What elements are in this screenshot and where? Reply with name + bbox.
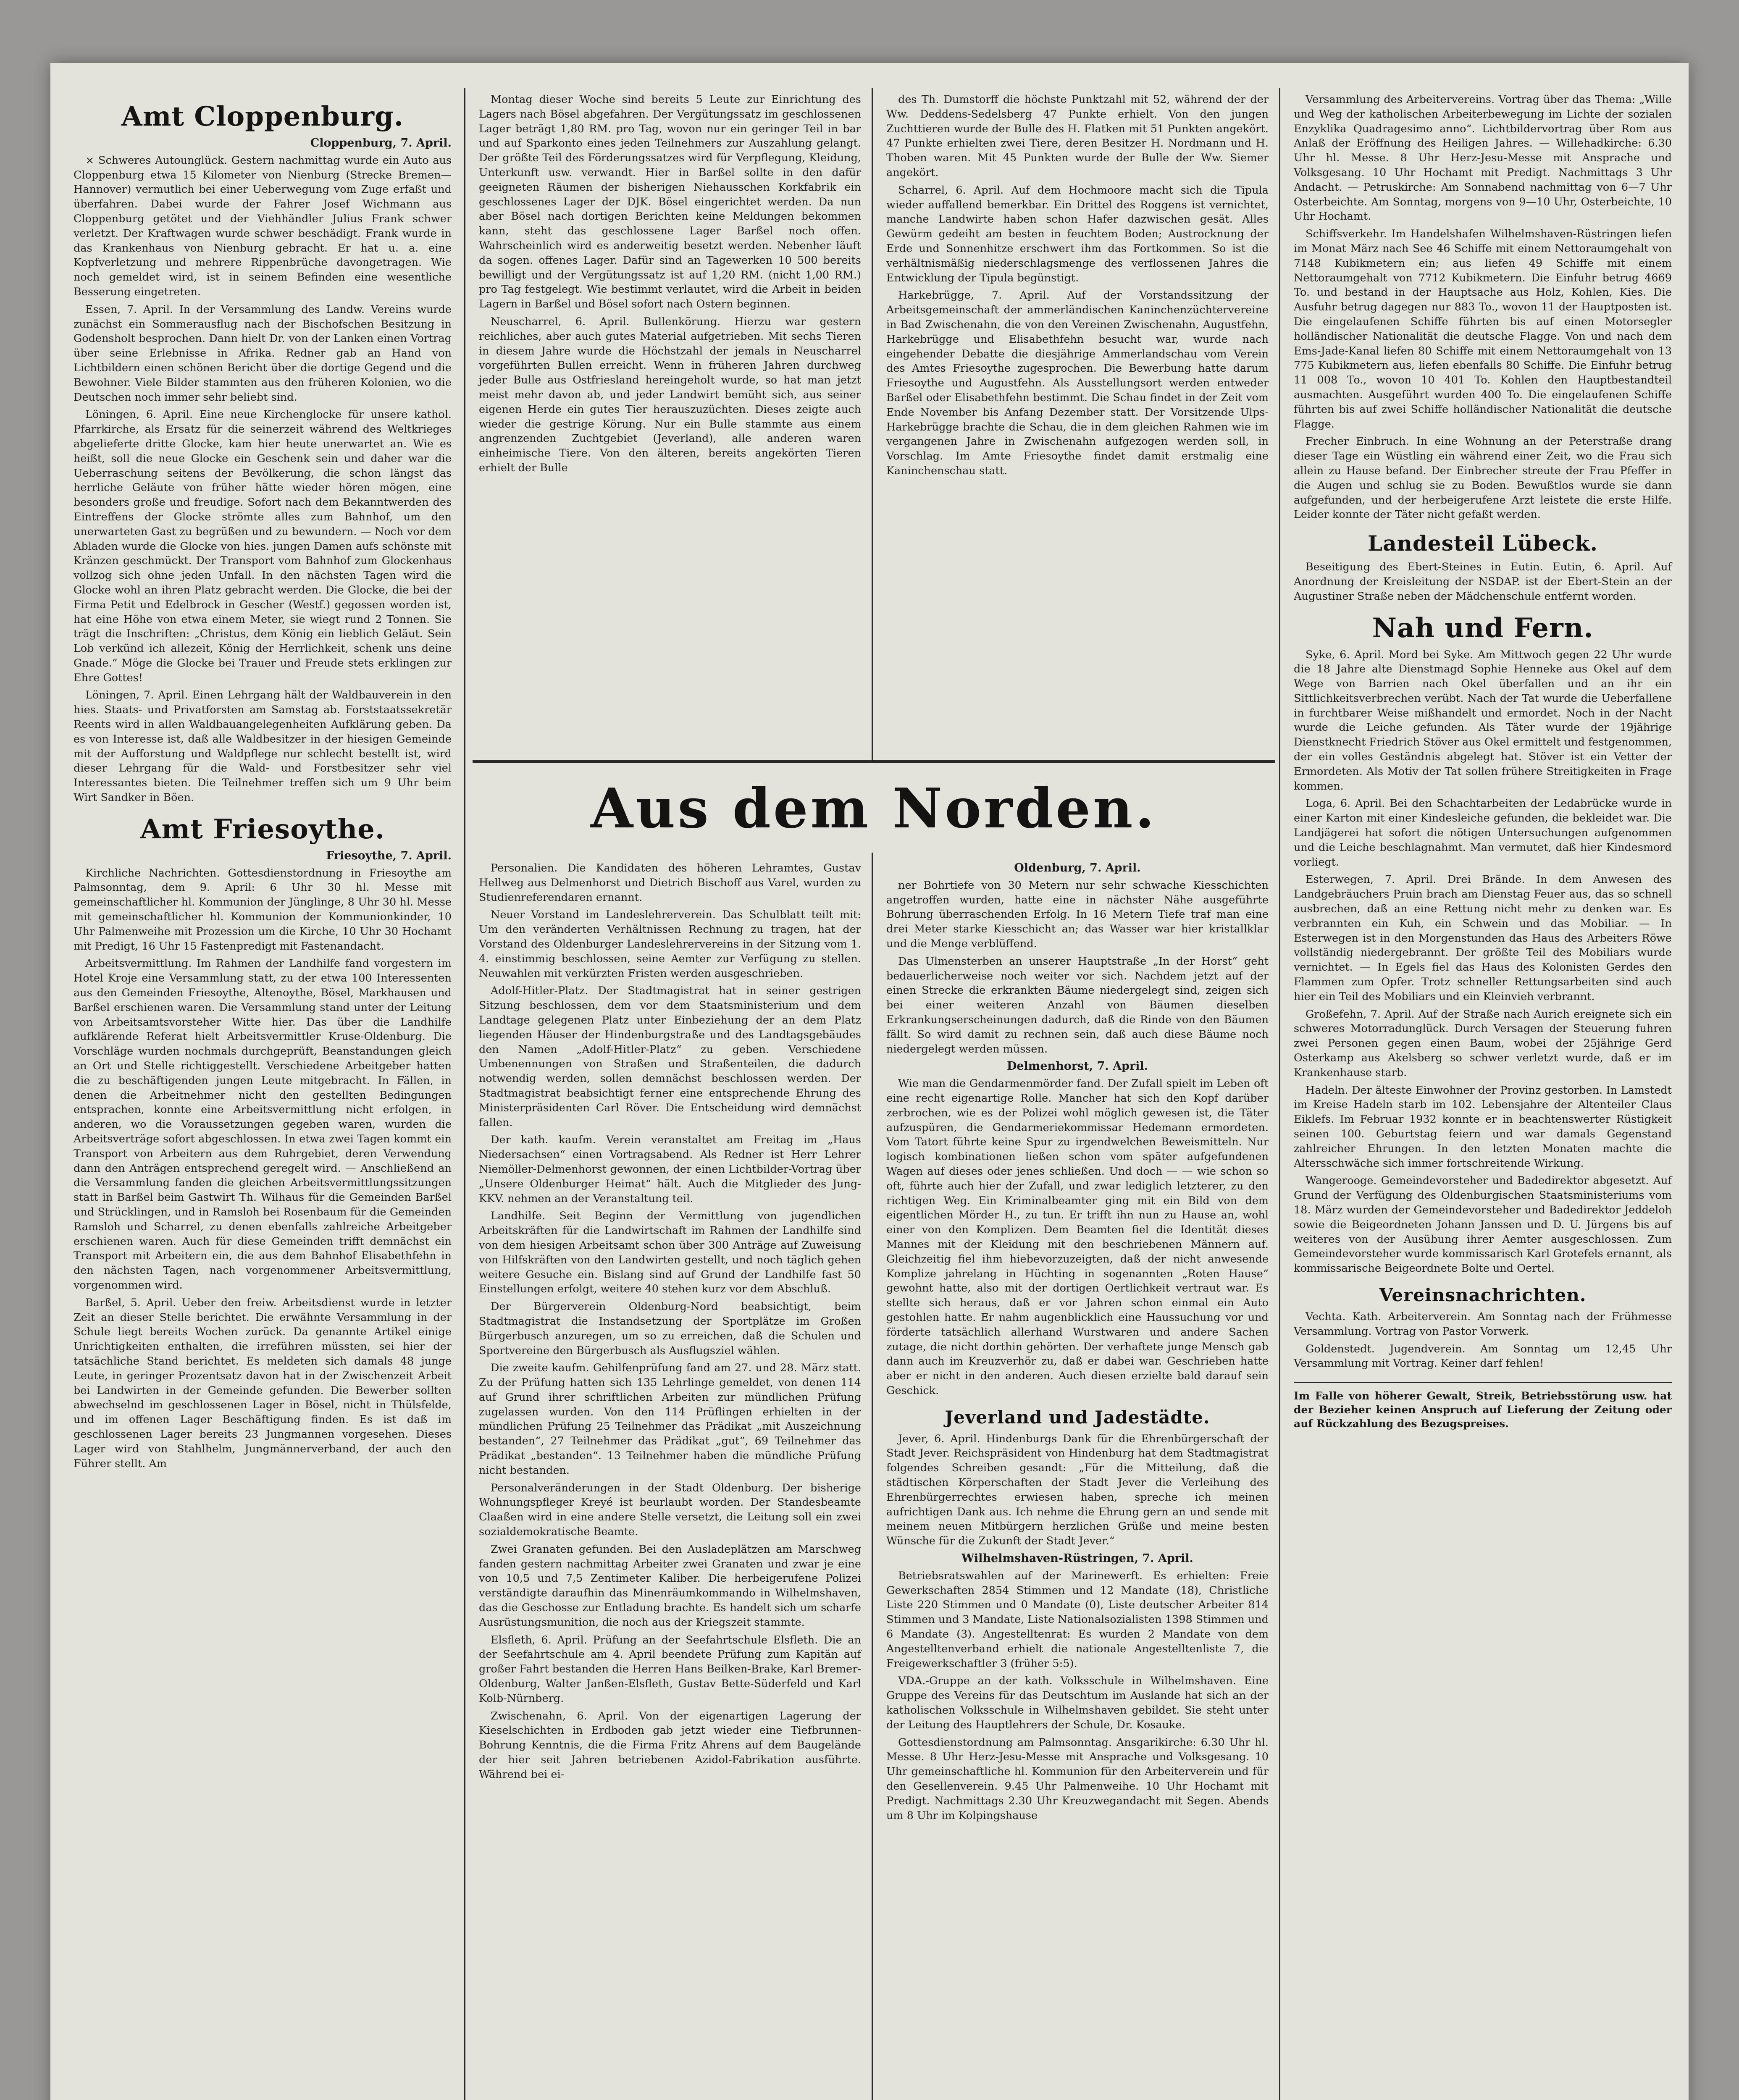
- dateline: Oldenburg, 7. April.: [1014, 861, 1141, 874]
- banner-headline: Aus dem Norden.: [591, 776, 1157, 840]
- dateline: Wilhelmshaven-Rüstringen, 7. April.: [961, 1552, 1193, 1565]
- column-divider: [1279, 88, 1280, 2100]
- article-esterwegen: Esterwegen, 7. April. Drei Brände. In dem Anwesen des Landgebräuchers Pruin brach am Dienstag Feuer aus, das so schnell ausbrechen, daß an eine Rettung nicht mehr zu denken war. Es verbrannten ein Kuh, ein Schwein und das Mobiliar. — In Esterwegen ist in den Morgenstunden das Haus des Arbeiters Röwe vollständig niedergebrannt. Der größte Teil des Mobiliars wurde vernichtet. — In Egels fiel das Haus des Kolonisten Gerdes den Flammen zum Opfer. Trotz schneller Rettungsarbeiten sind auch hier ein Teil des Mobiliars und ein Kleinvieh verbrannt.: [1294, 873, 1672, 1003]
- dateline: Cloppenburg, 7. April.: [310, 136, 452, 150]
- article-vda-gruppe: VDA.-Gruppe an der kath. Volksschule in Wilhelmshaven. Eine Gruppe des Vereins für das Deutschtum im Auslande hat sich an der katholischen Volksschule in Wilhelmshaven gebildet. Sie steht unter der Leitung des Hauptlehrers der Schule, Dr. Kosauke.: [886, 1675, 1269, 1731]
- column-divider: [464, 88, 465, 2100]
- article-harkebruegge: Harkebrügge, 7. April. Auf der Vorstandssitzung der Arbeitsgemeinschaft der ammerländischen Kaninchenzüchtervereine in Bad Zwischenahn, die von den Vereinen Zwischenahn, Augustfehn, Harkebrügge und Elisabethfehn besucht war, wurde nach eingehender Debatte die diesjährige Ammerlandschau vom Verein des Amtes Friesoythe zugesprochen. Die Bewerbung hatte darum Friesoythe und Augustfehn. Als Ausstellungsort werden entweder Barßel oder Elisabethfehn bestimmt. Die Schau findet in der Zeit vom Ende November bis Anfang Dezember statt. Der Vorsitzende Ulps-Harkebrügge brachte die Schau, die in dem gleichen Rahmen wie im vergangenen Jahre in Zwischenahn aufgezogen werden soll, in Vorschlag. Im Amte Friesoythe findet damit erstmalig eine Kaninchenschau statt.: [886, 289, 1269, 477]
- section-title-friesoythe: Amt Friesoythe.: [140, 813, 385, 845]
- article-zwischenahn-cont: ner Bohrtiefe von 30 Metern nur sehr schwache Kiesschichten angetroffen wurden, hatte eine in nächster Nähe ausgeführte Bohrung überraschenden Erfolg. In 16 Metern Tiefe traf man eine drei Meter starke Kiesschicht an; das Wasser war hier kristallklar und die Menge verblüffend.: [886, 879, 1269, 950]
- dateline: Delmenhorst, 7. April.: [1006, 1060, 1148, 1073]
- article-arbeiterverein: Versammlung des Arbeitervereins. Vortrag über das Thema: „Wille und Weg der katholischen Arbeiterbewegung im Lichte der sozialen Enzyklika Quadragesimo anno“. Lichtbildervortrag über Rom aus Anlaß der Eröffnung des Heiligen Jahres. — Willehadkirche: 6.30 Uhr hl. Messe. 8 Uhr Herz-Jesu-Messe mit Ansprache und Volksgesang. 10 Uhr Hochamt mit Predigt. Nachmittags 3 Uhr Andacht. — Petruskirche: Am Sonnabend nachmittag von 6—7 Uhr Osterbeichte. Am Sonntag, morgens von 9—10 Uhr, Osterbeichte, 10 Uhr Hochamt.: [1294, 93, 1672, 223]
- article-vechta: Vechta. Kath. Arbeiterverein. Am Sonntag nach der Frühmesse Versammlung. Vortrag von Pastor Vorwerk.: [1294, 1310, 1672, 1338]
- section-title-vereinsnachrichten: Vereinsnachrichten.: [1379, 1284, 1587, 1305]
- article-gendarmenmoerder: Wie man die Gendarmenmörder fand. Der Zufall spielt im Leben oft eine recht eigenartige Rolle. Mancher hat sich den Kopf darüber zerbrochen, wie es der Polizei wohl möglich gewesen ist, die Täter aufzuspüren, die Gendarmeriekommissar Hedemann ermordeten. Vom Tatort führte keine Spur zu irgendwelchen Beweismitteln. Nur logisch kombinationen ließen schon vom später aufgefundenen Wagen auf dieses oder jenes schließen. Und doch — — wie schon so oft, führte auch hier der Zufall, und zwar lediglich letzterer, zu den richtigen Weg. Ein Kriminalbeamter ging mit ein Bild von dem eigentlichen Mörder H., zu tun. Er trifft ihn nun zu Hause an, wohl einer von den Komplizen. Dem Beamten fiel die Identität dieses Mannes mit der Kleidung mit den beschriebenen Männern auf. Gleichzeitig fiel ihm hiebevorzuzeigten, daß der nicht anwesende Komplize jahrelang in Hüchting in sogenannten „Roten Hause“ gewohnt hatte, also mit der dortigen Oertlichkeit vertraut war. Es stellte sich heraus, daß er vor Jahren schon einmal ein Auto gestohlen hatte. Er nahm augenblicklich eine Haussuchung vor und förderte tatsächlich allerhand Wurstwaren und andere Sachen zutage, die nicht dorthin gehörten. Der verhaftete junge Mensch gab dann auch im Kreuzverhör zu, daß er dabei war. Geschrieben hatte aber er nicht in den anderen. Auch diesen erzielte bald darauf sein Geschick.: [886, 1077, 1269, 1397]
- article-landeslehrerverein: Neuer Vorstand im Landeslehrerverein. Das Schulblatt teilt mit: Um den veränderten Verhältnissen Rechnung zu tragen, hat der Vorstand des Oldenburger Landeslehrervereins in der Sitzung vom 1. 4. einstimmig beschlossen, seine Aemter zur Verfügung zu stellen. Neuwahlen mit verkürzten Fristen werden ausgeschrieben.: [479, 908, 861, 980]
- article-granaten: Zwei Granaten gefunden. Bei den Ausladeplätzen am Marschweg fanden gestern nachmittag Arbeiter zwei Granaten und zwar je eine von 10,5 und 7,5 Zentimeter Kaliber. Die herbeigerufene Polizei verständigte daraufhin das Minenräumkommando in Wilhelmshaven, das die Geschosse zur Entladung brachte. Es handelt sich um scharfe Ausrüstungsmunition, die noch aus der Kriegszeit stammte.: [479, 1543, 861, 1629]
- column-1: [74, 92, 452, 1474]
- section-title-luebeck: Landesteil Lübeck.: [1368, 531, 1598, 556]
- article-neuscharrel: Neuscharrel, 6. April. Bullenkörung. Hierzu war gestern reichliches, aber auch gutes Material aufgetrieben. Mit sechs Tieren in diesem Jahre wurde die Höchstzahl der jemals in Neuscharrel vorgeführten Bullen erreicht. Wenn in früheren Jahren durchweg jeder Bulle aus Ostfriesland hereingeholt wurde, so hat man jetzt meist mehr davon ab, und jeder Landwirt bemüht sich, aus seiner eigenen Herde ein gutes Tier herauszuzüchten. Dieses zeigte auch wieder die gestrige Körung. Nur ein Bulle stammte aus einem angrenzenden Zuchtgebiet (Jeverland), alle anderen waren einheimische Tiere. Von den älteren, bereits angekörten Tieren erhielt der Bulle: [479, 315, 861, 474]
- section-title-cloppenburg: Amt Cloppenburg.: [121, 101, 404, 132]
- article-goldenstedt: Goldenstedt. Jugendverein. Am Sonntag um 12,45 Uhr Versammlung mit Vortrag. Keiner darf fehlen!: [1294, 1342, 1672, 1370]
- article-eutin: Beseitigung des Ebert-Steines in Eutin. Eutin, 6. April. Auf Anordnung der Kreisleitung der NSDAP. ist der Ebert-Stein an der Augustiner Straße neben der Mädchenschule entfernt worden.: [1294, 561, 1672, 603]
- article-gottesdienstordnung: Gottesdienstordnung am Palmsonntag. Ansgarikirche: 6.30 Uhr hl. Messe. 8 Uhr Herz-Jesu-Messe mit Ansprache und Volksgesang. 10 Uhr gemeinschaftliche hl. Kommunion für den Arbeiterverein und für den Gesellenverein. 9.45 Uhr Palmenweihe. 10 Uhr Hochamt mit Predigt. Nachmittags 2.30 Uhr Kreuzwegandacht mit Segen. Abends um 8 Uhr im Kolpingshause: [886, 1736, 1269, 1822]
- article-scharrel: Scharrel, 6. April. Auf dem Hochmoore macht sich die Tipula wieder auffallend bemerkbar. Ein Drittel des Roggens ist vernichtet, manche Landwirte haben schon Hafer dazwischen gesät. Alles Gewürm gedeiht am besten in feuchtem Boden; Austrocknung der Erde und Sonnenhitze erschwert ihm das Fortkommen. So ist die verhältnismäßig niederschlagsmenge des verflossenen Jahres die Entwicklung der Tipula begünstigt.: [886, 184, 1269, 284]
- column-2: [479, 92, 861, 478]
- article-syke: Syke, 6. April. Mord bei Syke. Am Mittwoch gegen 22 Uhr wurde die 18 Jahre alte Dienstmagd Sophie Henneke aus Okel auf dem Wege von Barrien nach Okel überfallen und an ihr ein Sittlichkeitsverbrechen verübt. Nach der Tat wurde die Ueberfallene in furchtbarer Weise mißhandelt und ermordet. Noch in der Nacht wurde die Leiche gefunden. Als Täter wurde der 19jährige Dienstknecht Friedrich Stöver aus Okel ermittelt und festgenommen, der ein volles Geständnis abgelegt hat. Stöver ist ein Vetter der Ermordeten. Als Motiv der Tat sollen frühere Streitigkeiten in Frage kommen.: [1294, 648, 1672, 793]
- column-divider: [872, 853, 873, 2100]
- article-ulmensterben: Das Ulmensterben an unserer Hauptstraße „In der Horst“ geht bedauerlicherweise noch weiter vor sich. Nachdem jetzt auf der einen Strecke die erkrankten Bäume niedergelegt sind, zeigen sich bei einer weiteren Anzahl von Bäumen dieselben Erkrankungserscheinungen dadurch, daß die Rinde von den Bäumen fällt. So wird damit zu rechnen sein, daß auch diese Bäume noch niedergelegt werden müssen.: [886, 955, 1269, 1055]
- article-grossefehn: Großefehn, 7. April. Auf der Straße nach Aurich ereignete sich ein schweres Motorradunglück. Durch Versagen der Steuerung fuhren zwei Personen gegen einen Baum, wobei der 25jährige Gerd Osterkamp aus Akelsberg so schwer verletzt wurde, daß er im Krankenhause starb.: [1294, 1008, 1672, 1079]
- article-barssel: Barßel, 5. April. Ueber den freiw. Arbeitsdienst wurde in letzter Zeit an dieser Stelle berichtet. Die erwähnte Versammlung in der Schule liegt bereits Wochen zurück. Da genannte Artikel einige Unrichtigkeiten enthalten, die irreführen müssten, sei hier der tatsächliche Stand berichtet. Es meldeten sich damals 48 junge Leute, in geringer Prozentsatz davon hat in der Zwischenzeit Arbeit bei Landwirten in der Gemeinde gefunden. Die Bewerber sollten abwechselnd im geschlossenen Lager in Bösel, nicht in Thülsfelde, und im offenen Lager Beschäftigung finden. Es ist daß im geschlossenen Lager bereits 23 Jungmannen vorgesehen. Dieses Lager wird von Stahlhelm, Jungmännerverband, der auch den Führer stellt. Am: [74, 1296, 452, 1470]
- column-3: [886, 92, 1269, 481]
- article-buergerverein: Der Bürgerverein Oldenburg-Nord beabsichtigt, beim Stadtmagistrat die Instandsetzung der Sportplätze im Großen Bürgerbusch anzuregen, um so zu erreichen, daß die Schulen und Sportvereine den Bürgerbusch als Ausflugsziel wählen.: [479, 1300, 861, 1357]
- article-autounglueck: × Schweres Autounglück. Gestern nachmittag wurde ein Auto aus Cloppenburg etwa 15 Kilometer von Nienburg (Strecke Bremen—Hannover) vermutlich bei einer Ueberwegung vom Zuge erfaßt und überfahren. Dabei wurde der Fahrer Josef Wichmann aus Cloppenburg getötet und der Viehhändler Julius Frank schwer verletzt. Der Kraftwagen wurde schwer beschädigt. Frank wurde in das Krankenhaus von Nienburg gebracht. Er hat u. a. eine Kopfverletzung und mehrere Rippenbrüche davongetragen. Wie noch gemeldet wird, ist in seinem Befinden eine wesentliche Besserung eingetreten.: [74, 154, 452, 298]
- article-adolf-hitler-platz: Adolf-Hitler-Platz. Der Stadtmagistrat hat in seiner gestrigen Sitzung beschlossen, dem vor dem Staatsministerium und dem Landtage gelegenen Platz unter Einbeziehung der an dem Platz liegenden Häuser der Hindenburgstraße und des Landtagsgebäudes den Namen „Adolf-Hitler-Platz“ zu geben. Verschiedene Umbenennungen von Straßen und Straßenteilen, die dadurch notwendig werden, sollen demnächst beschlossen werden. Der Stadtmagistrat beabsichtigt ferner eine entsprechende Ehrung des Ministerpräsidenten Carl Röver. Die Entscheidung wird demnächst fallen.: [479, 984, 861, 1129]
- column-2-lower: [479, 861, 861, 1785]
- article-landhilfe: Landhilfe. Seit Beginn der Vermittlung von jugendlichen Arbeitskräften für die Landwirtschaft im Rahmen der Landhilfe sind von dem hiesigen Arbeitsamt schon über 300 Anträge auf Zuweisung von Hilfskräften von den Landwirten gestellt, und noch täglich gehen weitere Gesuche ein. Bislang sind auf Grund der Landhilfe fast 50 Einstellungen erfolgt, weitere 40 stehen kurz vor dem Abschluß.: [479, 1210, 861, 1296]
- banner-rule: [473, 760, 1275, 763]
- article-schiffsverkehr: Schiffsverkehr. Im Handelshafen Wilhelmshaven-Rüstringen liefen im Monat März nach See 46 Schiffe mit einem Nettoraumgehalt von 7148 Kubikmetern ein; aus liefen 49 Schiffe mit einem Nettoraumgehalt von 7712 Kubikmetern. Die Einfuhr betrug 4669 To. und bestand in der Hauptsache aus Holz, Kohlen, Kies. Die Ausfuhr betrug dagegen nur 883 To., wovon 11 der Hauptposten ist. Die eingelaufenen Schiffe führten bis auf einen Motorsegler holländischer Nationalität die deutsche Flagge. Von und nach dem Ems-Jade-Kanal liefen 80 Schiffe mit einem Nettoraumgehalt von 13 775 Kubikmetern aus, liefen ebenfalls 80 Schiffe. Die Einfuhr betrug 11 008 To., wovon 10 401 To. Kohlen den Hauptbestandteil ausmachten. Ausgeführt wurden 400 To. Die eingelaufenen Schiffe führten bis auf zwei Schiffe holländischer Nationalität die deutsche Flagge.: [1294, 228, 1672, 430]
- article-personalveraenderungen: Personalveränderungen in der Stadt Oldenburg. Der bisherige Wohnungspfleger Kreyé ist beurlaubt worden. Der Standesbeamte Claaßen wird in eine andere Stelle versetzt, die Leitung soll ein zwei sozialdemokratische Beamte.: [479, 1481, 861, 1538]
- section-title-nah-und-fern: Nah und Fern.: [1372, 612, 1594, 644]
- delivery-notice: Im Falle von höherer Gewalt, Streik, Betriebsstörung usw. hat der Bezieher keinen Anspruch auf Lieferung der Zeitung oder auf Rückzahlung des Bezugspreises.: [1294, 1382, 1672, 1431]
- article-einbruch: Frecher Einbruch. In eine Wohnung an der Peterstraße drang dieser Tage ein Wüstling ein während einer Zeit, wo die Frau sich allein zu Hause befand. Der Einbrecher streute der Frau Pfeffer in die Augen und schlug sie zu Boden. Bewußtlos wurde sie dann aufgefunden, und der herbeigerufene Arzt leistete die erste Hilfe. Leider konnte der Täter nicht gefaßt werden.: [1294, 435, 1672, 521]
- article-hadeln: Hadeln. Der älteste Einwohner der Provinz gestorben. In Lamstedt im Kreise Hadeln starb im 102. Lebensjahre der Altenteiler Claus Eiklefs. Im Februar 1932 konnte er in beachtenswerter Rüstigkeit seinen 100. Geburtstag feiern und war damals Gegenstand zahlreicher Ehrungen. In den letzten Monaten machte die Altersschwäche sich immer fortschreitende Wirkung.: [1294, 1084, 1672, 1170]
- article-arbeitsvermittlung: Arbeitsvermittlung. Im Rahmen der Landhilfe fand vorgestern im Hotel Kroje eine Versammlung statt, zu der etwa 100 Interessenten aus den Gemeinden Friesoythe, Altenoythe, Bösel, Markhausen und Barßel erschienen waren. Die Versammlung stand unter der Leitung von Arbeitsamtsvorsteher Witte hier. Das über die Landhilfe aufklärende Referat hielt Arbeitsvermittler Kruse-Oldenburg. Die Vorschläge wurden nochmals durchgeprüft, Beanstandungen gleich an Ort und Stelle richtiggestellt. Verschiedene Arbeitgeber hatten die zu beschäftigenden jungen Leute mitgebracht. In Fällen, in denen die Arbeitnehmer nicht den gestellten Bedingungen entsprachen, konnte eine Arbeitsvermittlung nicht erfolgen, in anderen, wo die Voraussetzungen gegeben waren, wurden die Arbeitsverträge sofort abgeschlossen. In etwa zwei Tagen kommt ein Transport von Arbeitern aus dem Ruhrgebiet, deren Verwendung dann den Anträgen entsprechend geregelt wird. — Anschließend an die Versammlung fanden die gleichen Arbeitsvermittlungssitzungen statt in Barßel beim Gastwirt Th. Wilhaus für die Gemeinden Barßel und Strücklingen, und in Ramsloh bei Rosenbaum für die Gemeinden Ramsloh und Scharrel, zu denen ebenfalls zahlreiche Arbeitgeber erschienen waren. Auch für diese Gemeinden trifft demnächst ein Transport mit Arbeitern ein, die aus dem Bahnhof Elisabethfehn in den nächsten Tagen, nach vorgenommener Arbeitsvermittlung, vorgenommen wird.: [74, 957, 452, 1292]
- article-kirchliche-nachrichten: Kirchliche Nachrichten. Gottesdienstordnung in Friesoythe am Palmsonntag, dem 9. April: 6 Uhr 30 hl. Messe mit gemeinschaftlicher hl. Kommunion der Jünglinge, 8 Uhr 30 hl. Messe mit gemeinschaftlicher hl. Kommunion der Kommunionkinder, 10 Uhr Palmenweihe mit Prozession um die Kirche, 10 Uhr 30 Hochamt mit Predigt, 16 Uhr 15 Fastenpredigt mit Fastenandacht.: [74, 866, 452, 953]
- section-title-jeverland: Jeverland und Jadestädte.: [945, 1407, 1210, 1428]
- article-neuscharrel-cont: des Th. Dumstorff die höchste Punktzahl mit 52, während der der Ww. Deddens-Sedelsberg 47 Punkte erhielt. Von den jungen Zuchttieren wurde der Bulle des H. Flatken mit 51 Punkten angekört. 47 Punkte erhielten zwei Tiere, deren Besitzer H. Nordmann und H. Thoben waren. Mit 45 Punkten wurde der Bulle der Ww. Siemer angekört.: [886, 93, 1269, 179]
- article-loga: Loga, 6. April. Bei den Schachtarbeiten der Ledabrücke wurde in einer Karton mit einer Kindesleiche gefunden, die bekleidet war. Die Landjägerei hat sofort die nötigen Untersuchungen aufgenommen und die Leiche beschlagnahmt. Man vermutet, daß hier Kindesmord vorliegt.: [1294, 797, 1672, 869]
- article-gehilfenpruefung: Die zweite kaufm. Gehilfenprüfung fand am 27. und 28. März statt. Zu der Prüfung hatten sich 135 Lehrlinge gemeldet, von denen 114 auf Grund ihrer schriftlichen Arbeiten zur mündlichen Prüfung zugelassen wurden. Von den 114 Prüflingen erhielten in der mündlichen Prüfung 25 Teilnehmer das Prädikat „mit Auszeichnung bestanden“, 27 Teilnehmer das Prädikat „gut“, 69 Teilnehmer das Prädikat „bestanden“. 13 Teilnehmer haben die mündliche Prüfung nicht bestanden.: [479, 1362, 861, 1477]
- column-divider: [872, 88, 873, 760]
- article-loeningen-lehrgang: Löningen, 7. April. Einen Lehrgang hält der Waldbauverein in den hies. Staats- und Privatforsten am Samstag ab. Forststaatssekretär Reents wird in allen Waldbauangelegenheiten Aufklärung geben. Da es von Interesse ist, daß alle Waldbesitzer in der hiesigen Gemeinde mit der Aufforstung und Waldpflege nur schlecht bestellt ist, wird dieser Lehrgang für die Wald- und Forstbesitzer sehr viel Interessantes bieten. Die Teilnehmer treffen sich um 9 Uhr beim Wirt Sandker in Böen.: [74, 689, 452, 804]
- article-barssel-cont: Montag dieser Woche sind bereits 5 Leute zur Einrichtung des Lagers nach Bösel abgefahren. Der Vergütungssatz im geschlossenen Lager beträgt 1,80 RM. pro Tag, wovon nur ein geringer Teil in bar und auf Sparkonto eines jeden Teilnehmers zur Auszahlung gelangt. Der größte Teil des Förderungssatzes wird für Verpflegung, Kleidung, Unterkunft usw. verwandt. Hier in Barßel sollte in den dafür geeigneten Räumen der bisherigen Niehausschen Korkfabrik ein geschlossenes Lager der DJK. Bösel eingerichtet werden. Da nun aber Bösel nach dortigen Berichten keine Meldungen bekommen kann, steht das geschlossene Lager Barßel noch offen. Wahrscheinlich wird es anderweitig besetzt werden. Nebenher läuft da sogen. offenes Lager. Dafür sind an Tagewerken 10 500 bereits bewilligt und der Vergütungssatz ist auf 1,20 RM. (nicht 1,00 RM.) pro Tag festgelegt. Wie bestimmt verlautet, wird die Arbeit in beiden Lagern in Barßel und Bösel sofort nach Ostern beginnen.: [479, 93, 861, 311]
- column-3-lower: [886, 861, 1269, 1826]
- newspaper-page: [50, 63, 1689, 2100]
- article-essen: Essen, 7. April. In der Versammlung des Landw. Vereins wurde zunächst ein Sommerausflug nach der Bischofschen Besitzung in Godensholt besprochen. Dann hielt Dr. von der Lanken einen Vortrag über seine Erlebnisse in Afrika. Redner gab an Hand von Lichtbildern einen schönen Bericht über die dortige Gegend und die Bewohner. Viele Bilder stammten aus den früheren Kolonien, wo die Deutschen noch immer sehr beliebt sind.: [74, 303, 452, 404]
- article-loeningen-glocke: Löningen, 6. April. Eine neue Kirchenglocke für unsere kathol. Pfarrkirche, als Ersatz für die seinerzeit während des Weltkrieges abgelieferte dritte Glocke, kam hier heute unerwartet an. Wie es heißt, soll die neue Glocke ein Geschenk sein und daher war die Ueberraschung seitens der Bevölkerung, die schon längst das herrliche Geläute von früher hätte wieder hören mögen, eine besonders große und freudige. Sofort nach dem Bekanntwerden des Eintreffens der Glocke strömte alles zum Bahnhof, um den unerwarteten Gast zu begrüßen und zu bewundern. — Noch vor dem Abladen wurde die Glocke von hies. jungen Damen aufs schönste mit Kränzen geschmückt. Der Transport vom Bahnhof zum Glockenhaus vollzog sich ohne jeden Unfall. In den nächsten Tagen wird die Glocke wohl an ihren Platz gebracht werden. Die Glocke, die bei der Firma Petit und Edelbrock in Gescher (Westf.) gegossen worden ist, hat eine Höhe von etwa einem Meter, sie wiegt rund 2 Tonnen. Sie trägt die Inschriften: „Christus, dem König ein lieblich Geläut. Sein Lob verkünd ich allezeit, König der Herrlichkeit, schenk uns deine Gnade.“ Möge die Glocke bei Trauer und Freude stets erklingen zur Ehre Gottes!: [74, 408, 452, 684]
- article-betriebsratswahlen: Betriebsratswahlen auf der Marinewerft. Es erhielten: Freie Gewerkschaften 2854 Stimmen und 12 Mandate (18), Christliche Liste 220 Stimmen und 0 Mandate (0), Liste deutscher Arbeiter 814 Stimmen und 3 Mandate, Liste Nationalsozialisten 1398 Stimmen und 6 Mandate (3). Angestelltenrat: Es wurden 2 Mandate von dem Angestelltenverband erhielt die nationale Angestelltenliste 7, die Freigewerkschaftler 3 (früher 5:5).: [886, 1569, 1269, 1670]
- column-4: [1294, 92, 1672, 1431]
- article-wangerooge: Wangerooge. Gemeindevorsteher und Badedirektor abgesetzt. Auf Grund der Verfügung des Oldenburgischen Staatsministeriums vom 18. März wurden der Gemeindevorsteher und Badedirektor Jeddeloh sowie die Beigeordneten Johann Janssen und D. U. Jürgens bis auf weiteres von der Ausübung ihrer Aemter ausgeschlossen. Zum Gemeindevorsteher wurde kommissarisch Karl Grotefels ernannt, als kommissarische Beigeordnete Bolte und Oertel.: [1294, 1174, 1672, 1275]
- dateline: Friesoythe, 7. April.: [326, 849, 452, 862]
- article-jever: Jever, 6. April. Hindenburgs Dank für die Ehrenbürgerschaft der Stadt Jever. Reichspräsident von Hindenburg hat dem Stadtmagistrat folgendes Schreiben gesandt: „Für die Mitteilung, daß die städtischen Körperschaften der Stadt Jever die Verleihung des Ehrenbürgerrechtes erwiesen haben, spreche ich meinen aufrichtigen Dank aus. Ich nehme die Ehrung gern an und sende mit meinem neuen Mitbürgern herzlichen Grüße und meine besten Wünsche für die Zukunft der Stadt Jever.“: [886, 1432, 1269, 1548]
- article-personalien: Personalien. Die Kandidaten des höheren Lehramtes, Gustav Hellweg aus Delmenhorst und Dietrich Bischoff aus Varel, wurden zu Studienreferendaren ernannt.: [479, 862, 861, 904]
- article-elsfleth: Elsfleth, 6. April. Prüfung an der Seefahrtschule Elsfleth. Die an der Seefahrtschule am 4. April beendete Prüfung zum Kapitän auf großer Fahrt bestanden die Herren Hans Beilken-Brake, Karl Bremer-Oldenburg, Walter Janßen-Elsfleth, Gustav Bette-Süderfeld und Karl Kolb-Nürnberg.: [479, 1633, 861, 1705]
- article-kaufm-verein: Der kath. kaufm. Verein veranstaltet am Freitag im „Haus Niedersachsen“ einen Vortragsabend. Als Redner ist Herr Lehrer Niemöller-Delmenhorst gewonnen, der einen Lichtbilder-Vortrag über „Unsere Oldenburger Heimat“ hält. Auch die Mitglieder des Jung-KKV. nehmen an der Veranstaltung teil.: [479, 1134, 861, 1205]
- article-zwischenahn: Zwischenahn, 6. April. Von der eigenartigen Lagerung der Kieselschichten in Erdboden gab jetzt wieder eine Tiefbrunnen-Bohrung Kenntnis, die die Firma Fritz Ahrens auf dem Baugelände der hier seit Jahren betriebenen Azidol-Fabrikation ausführte. Während bei ei-: [479, 1709, 861, 1781]
